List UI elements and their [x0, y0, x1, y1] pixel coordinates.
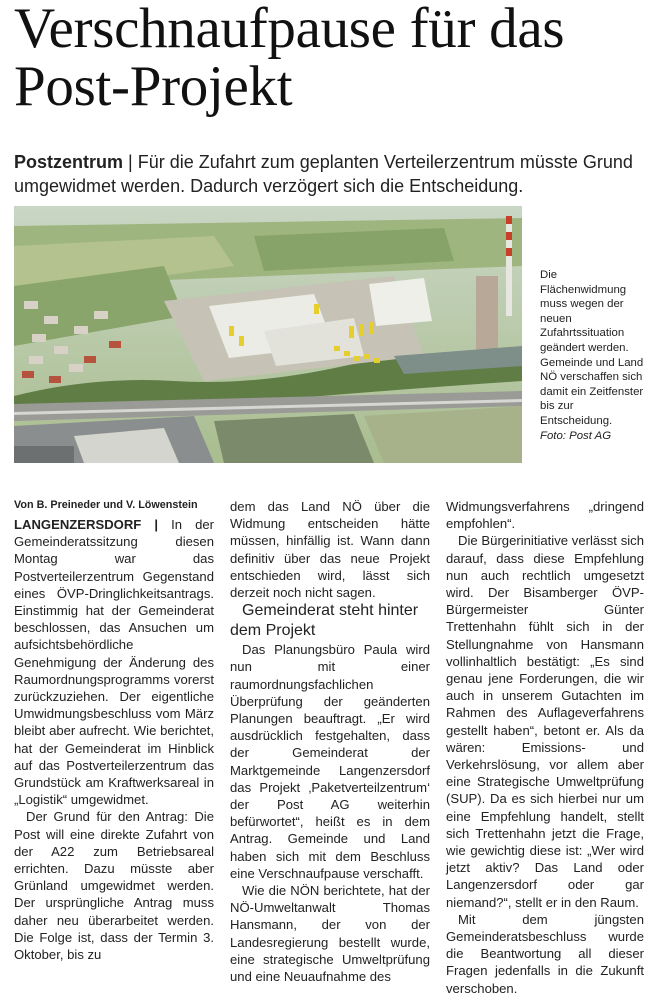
deck-separator: |: [123, 152, 138, 172]
article-paragraph: Mit dem jüngsten Gemeinderatsbeschluss wurde die Beantwortung all dieser Fragen jedenfalls in die Zukunft verschoben.: [446, 911, 644, 996]
article-paragraph: Widmungsverfahrens „dringend empfohlen“.: [446, 499, 644, 532]
article-paragraph: [14, 516, 214, 808]
deck-text: Für die Zufahrt zum geplanten Verteilerzentrum müsste Grund umgewidmet werden. Dadurch verzögert sich die Entscheidung.: [14, 152, 633, 196]
article-column-1: [14, 516, 214, 963]
article-column-3: [446, 498, 644, 997]
photo-caption: [540, 268, 646, 443]
article-paragraph: Wie die NÖN berichtete, hat der NÖ-Umweltanwalt Thomas Hansmann, der von der Landesregierung bestellt wurde, eine strategische Umweltprüfung und eine Neuaufnahme des: [230, 883, 430, 985]
dateline-place: LANGENZERSDORF |: [14, 517, 159, 532]
headline: Verschnaufpause für das Post-Projekt: [14, 0, 565, 118]
subheading: Gemeinderat steht hinter dem Projekt: [230, 602, 419, 640]
deck: [14, 150, 644, 198]
article-paragraph: Das Planungsbüro Paula wird nun mit einer raumordnungsfachlichen Überprüfung der geänderten Planungen beauftragt. „Er wird ausdrücklich festgehalten, dass der Gemeinderat der Marktgemeinde Langenzersdorf das Projekt ‚Paketverteilzentrum‘ der Post AG weiterhin befürwortet“, heißt es in dem Antrag. Gemeinde und Land haben sich mit dem Beschluss eine Verschnaufpause verschafft.: [230, 642, 430, 881]
aerial-rendering-image: [14, 206, 522, 463]
article-photo: [14, 206, 522, 463]
byline: Von B. Preineder und V. Löwenstein: [14, 499, 198, 511]
article-column-2: [230, 498, 430, 985]
article-paragraph: Der Grund für den Antrag: Die Post will eine direkte Zufahrt von der A22 zum Betriebsareal errichten. Dazu müsste aber Grünland umgewidmet werden. Der ursprüngliche Antrag muss daher neu überarbeitet werden. Die Folge ist, dass der Termin 3. Oktober, bis zu: [14, 809, 214, 963]
photo-credit: Foto: Post AG: [540, 429, 612, 442]
deck-kicker: Postzentrum: [14, 152, 124, 172]
article-paragraph: dem das Land NÖ über die Widmung entscheiden hätte müssen, hinfällig ist. Wann dann definitiv über das neue Projekt entschieden wird, lässt sich derzeit noch nicht sagen.: [230, 499, 430, 601]
paragraph-1-text: In der Gemeinderatssitzung diesen Montag war das Postverteilerzentrum Gegenstand eines ÖVP-Dringlichkeitsantrags. Einstimmig hat der Gemeinderat beschlossen, das Ansuchen um aufsichtsbehördliche Genehmigung der Änderung des Raumordnungsprogramms vorerst zurückzuziehen. Der eigentliche Umwidmungsbeschluss vom März bleibt aber aufrecht. Wie berichtet, hat der Gemeinderat im Hinblick auf das Postverteilerzentrum das Grundstück am Kraftwerksareal in „Logistik“ umgewidmet.: [14, 517, 214, 808]
caption-text: Die Flächenwidmung muss wegen der neuen Zufahrtssituation geändert werden. Gemeinde und Land NÖ verschaffen sich damit ein Zeitfenster bis zur Entscheidung.: [540, 269, 644, 427]
article-paragraph: Die Bürgerinitiative verlässt sich darauf, dass diese Empfehlung nun auch rechtlich umgesetzt wird. Der Bisamberger ÖVP-Bürgermeister Günter Trettenhahn fühlt sich in der Stellungnahme von Hansmann vollinhaltlich bestätigt: „Es sind genau jene Forderungen, die wir auch in unserem Gutachten im Rahmen des Auflageverfahrens gestellt haben“, betont er. Als da wären: Emissions- und Verkehrslösung, vor allem aber eine Strategische Umweltprüfung (SUP). Da es sich hierbei nur um eine Empfehlung handelt, stellt sich Trettenhahn jetzt die Frage, wie gewichtig diese ist: „Wer wird jetzt aktiv? Das Land oder Langenzersdorf oder gar niemand?“, stellt er in den Raum.: [446, 533, 644, 910]
